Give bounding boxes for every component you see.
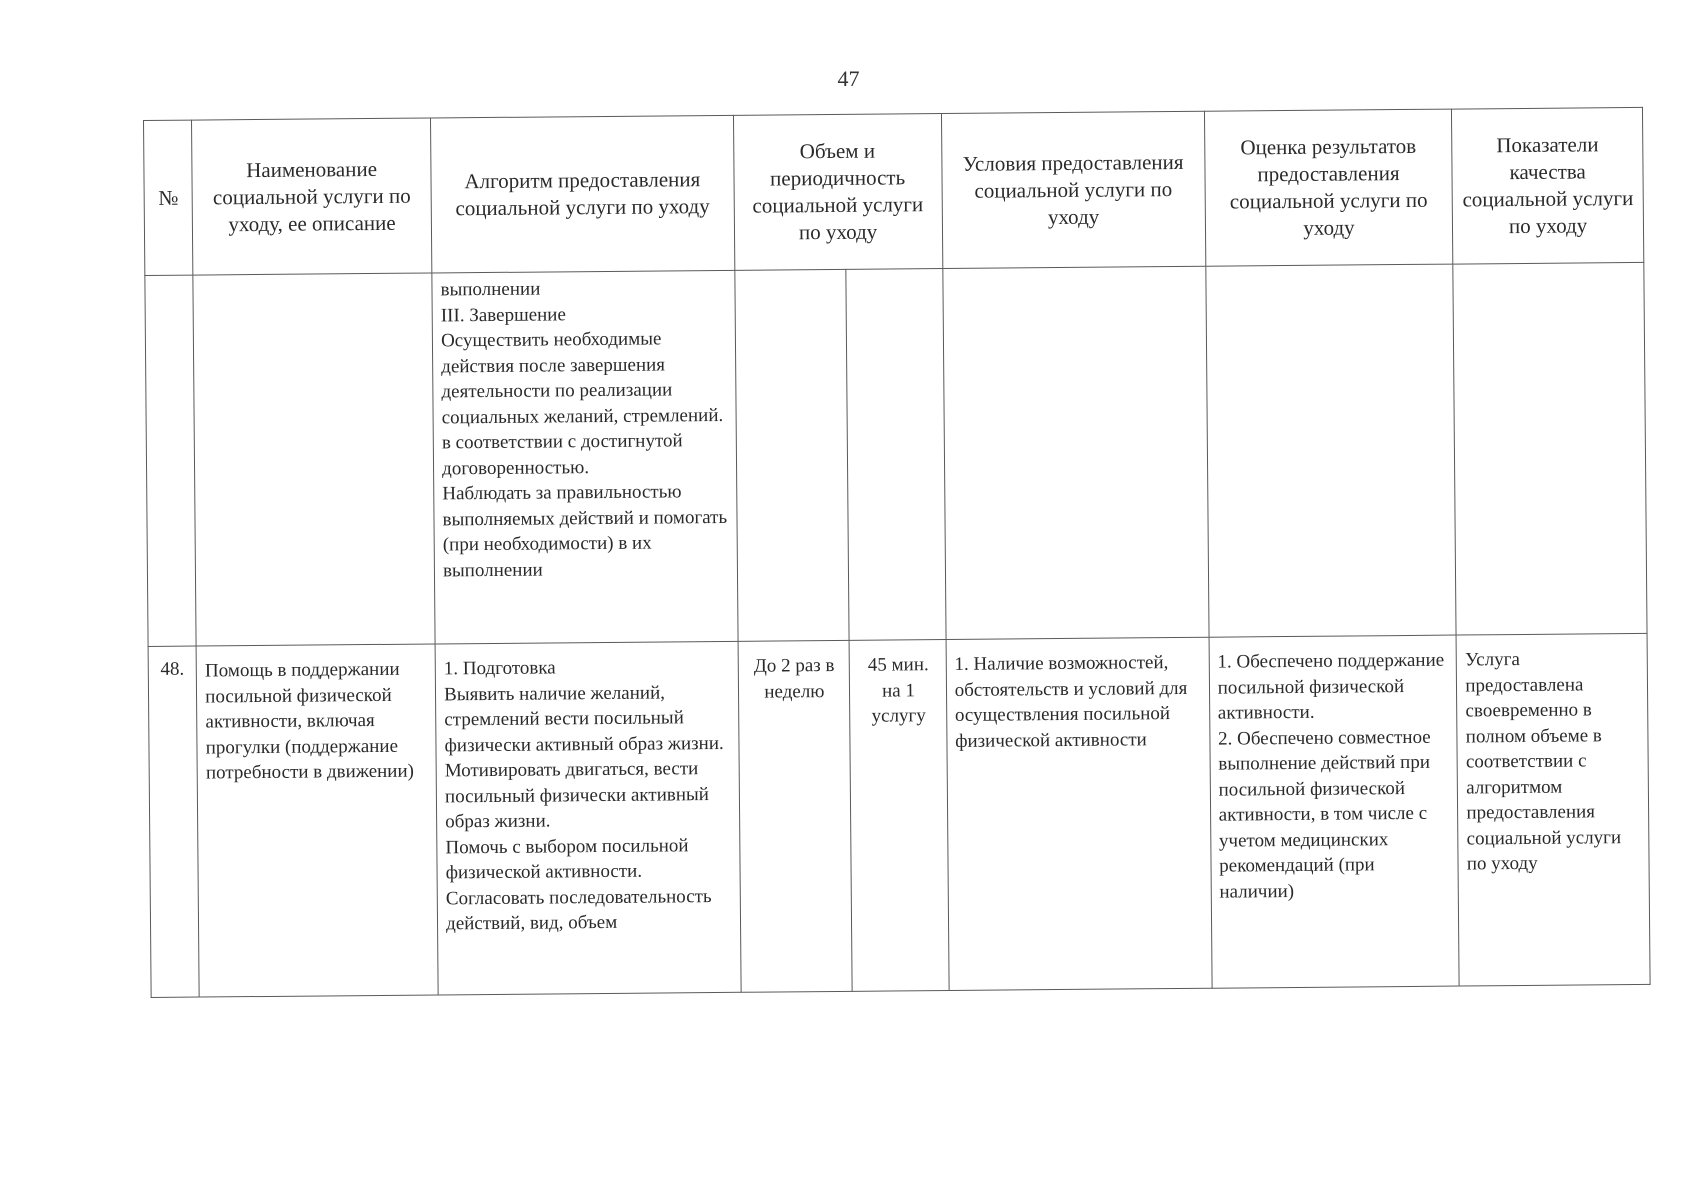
row48-indicators: Услуга предоставлена своевременно в полном объеме в соответствии с алгоритмом предоставления социальной услуги по уходу [1464,649,1622,875]
cont-algorithm-line: Осуществить необходимые действия после завершения деятельности по реализации социальных желаний, стремлений. в соответствии с достигнутой договоренностью. [440,328,724,479]
header-num: № [144,120,194,275]
cont-duration-cell [846,269,946,641]
row48-conditions-cell [946,637,1212,990]
header-indicators: Показатели качества социальной услуги по уходу [1452,107,1644,264]
row48-duration-cell [849,640,948,992]
row48-algorithm-line: Помочь с выбором посильной физической активности. [445,834,689,884]
cont-algorithm-line: выполнении [440,278,541,301]
row48-num-cell [148,646,199,997]
row48-algorithm-line: 1. Подготовка [443,657,556,680]
row48-evaluation-line: 1. Обеспечено поддержание посильной физической активности. [1217,649,1445,724]
row48-algorithm-line: Согласовать последовательность действий, вид, объем [445,885,712,935]
header-algorithm: Алгоритм предоставления социальной услуги по уходу [431,115,735,273]
row48-algorithm-line: Мотивировать двигаться, вести посильный физически активный образ жизни. [444,758,709,833]
table-header-row [144,107,1644,275]
document-sheet [143,107,1651,998]
row48-conditions: 1. Наличие возможностей, обстоятельств и условий для осуществления посильной физической активности [954,652,1188,752]
row48-indicators-cell [1456,633,1650,986]
cont-name-cell [193,273,435,646]
services-table [143,107,1651,998]
cont-algorithm-line: Наблюдать за правильностью выполняемых действий и помогать (при необходимости) в их выполнении [442,481,728,581]
row48-algorithm-cell [435,641,740,995]
row48-duration: 45 мин. на 1 услугу [867,654,929,727]
header-evaluation: Оценка результатов предоставления социальной услуги по уходу [1204,109,1453,266]
cont-conditions-cell [943,266,1209,639]
header-name: Наименование социальной услуги по уходу, ее описание [192,118,432,275]
row48-algorithm-line: Выявить наличие желаний, стремлений вести посильный физически активный образ жизни. [444,681,724,756]
header-volume: Объем и периодичность социальной услуги по уходу [733,114,943,271]
cont-indicators-cell [1453,262,1647,635]
row48-name-cell [196,644,438,997]
header-conditions: Условия предоставления социальной услуги по уходу [941,111,1205,268]
cont-frequency-cell [734,269,849,641]
row48-frequency: До 2 раз в неделю [753,654,835,703]
cont-algorithm-line: III. Завершение [440,303,566,326]
row48-num: 48. [160,658,185,680]
row48-frequency-cell [738,640,853,992]
cont-num-cell [145,275,196,646]
table-row-48 [148,633,1650,997]
cont-algorithm-cell [432,270,738,644]
cont-evaluation-cell [1205,264,1456,637]
page-number: 47 [837,66,860,91]
row48-evaluation-cell [1209,635,1460,988]
row48-name: Помощь в поддержании посильной физической активности, включая прогулки (поддержание потребности в движении) [204,658,415,784]
table-row-continuation [145,262,1647,646]
row48-evaluation-line: 2. Обеспечено совместное выполнение действий при посильной физической активности, в том числе с учетом медицинских рекомендаций (при наличии) [1218,726,1431,903]
